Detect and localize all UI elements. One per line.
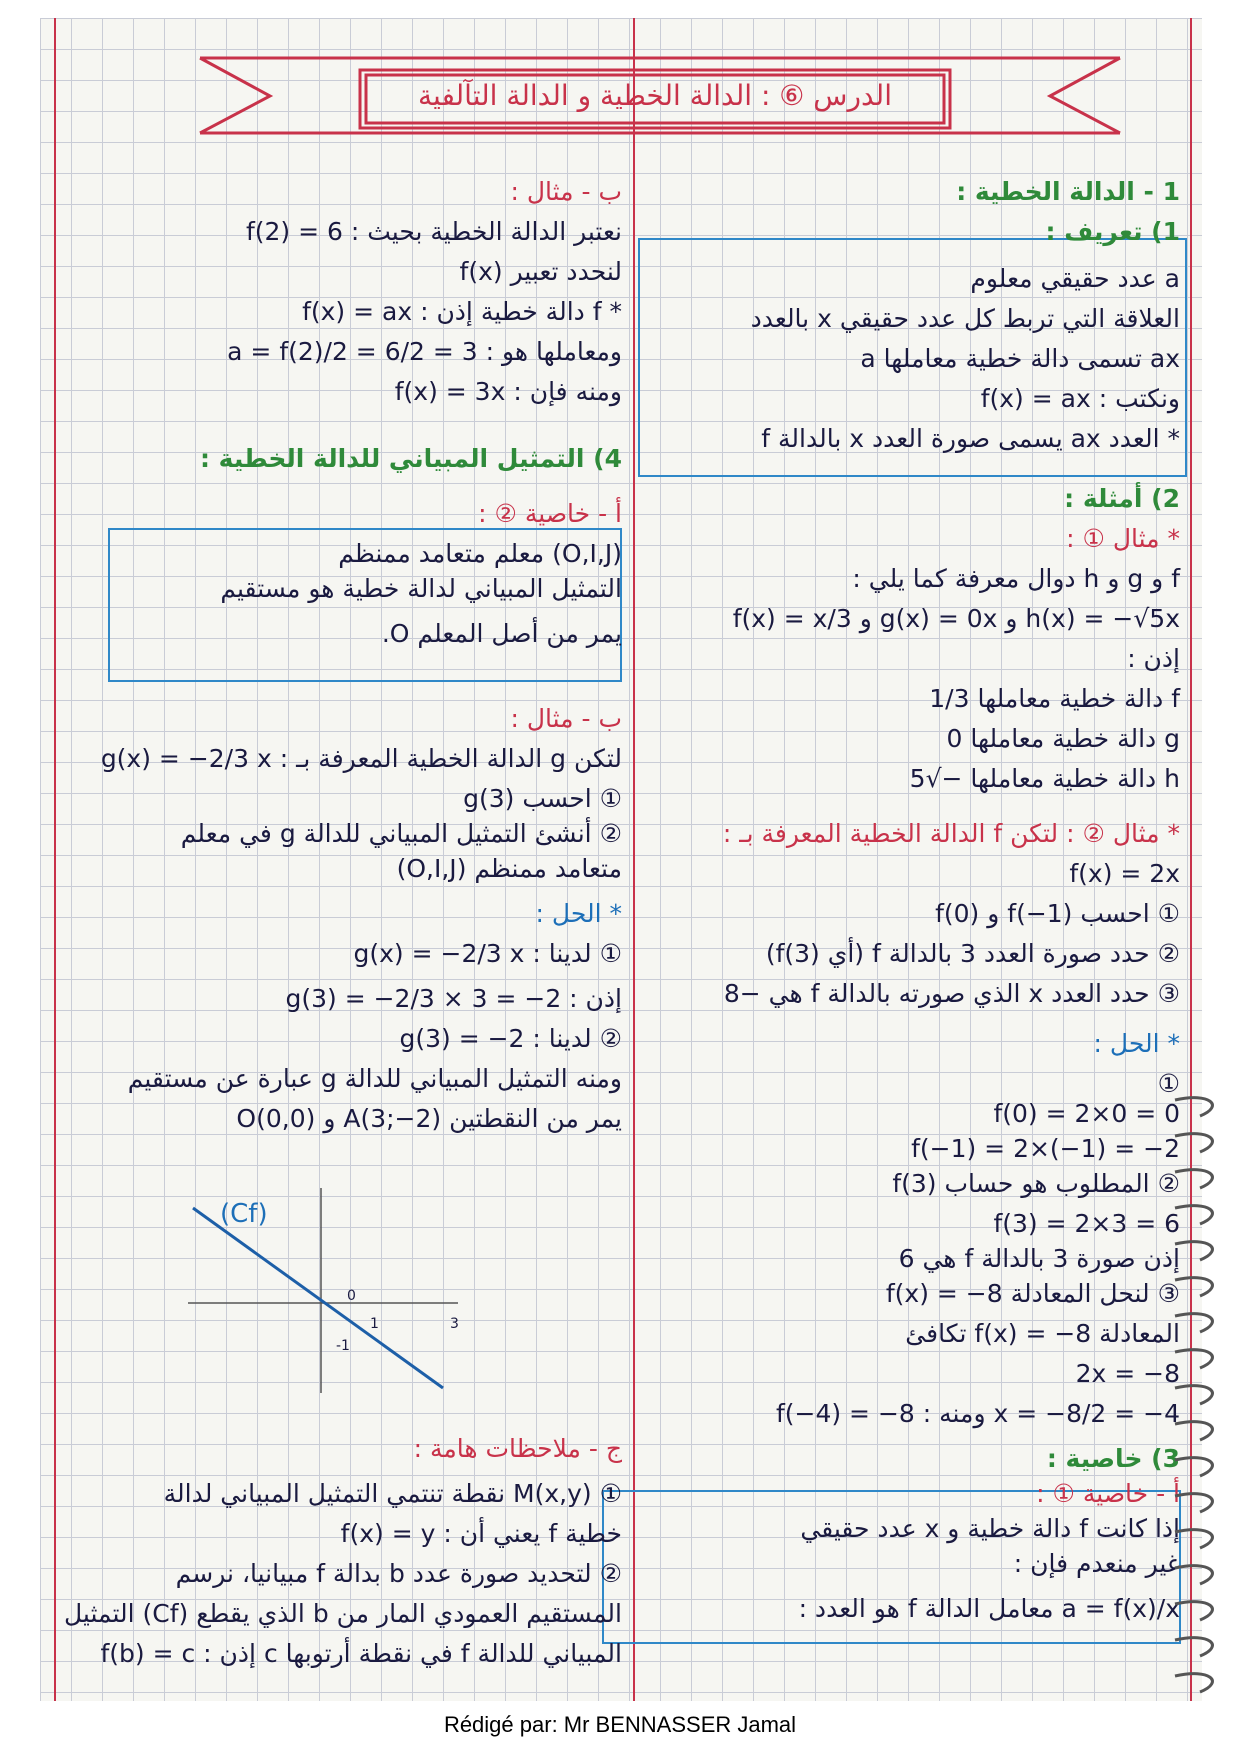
left-line: ومنه فإن : f(x) = 3x — [394, 377, 622, 406]
left-line: ب - مثال : — [510, 704, 622, 733]
left-line: يمر من النقطتين A(3;−2) و O(0,0) — [236, 1104, 622, 1133]
center-divider-line — [633, 18, 635, 1701]
right-line: g دالة خطية معاملها 0 — [946, 724, 1180, 753]
right-line: h دالة خطية معاملها −√5 — [909, 764, 1180, 793]
left-line: (O,I,J) معلم متعامد ممنظم — [338, 539, 622, 568]
spiral-ring — [1175, 1422, 1212, 1440]
right-line: f دالة خطية معاملها 1/3 — [929, 684, 1180, 713]
left-line: ومعاملها هو : a = f(2)/2 = 6/2 = 3 — [227, 337, 622, 366]
notebook-page — [40, 18, 1202, 1701]
title-banner — [40, 18, 1202, 138]
right-line: a عدد حقيقي معلوم — [970, 264, 1180, 293]
right-line: إذن : — [1127, 644, 1180, 673]
right-line: h(x) = −√5x و g(x) = 0x و f(x) = x/3 — [732, 604, 1180, 633]
left-line: ② أنشئ التمثيل المبياني للدالة g في معلم — [180, 819, 622, 848]
graph-tick-3: 3 — [450, 1316, 459, 1332]
right-line: * الحل : — [1093, 1029, 1180, 1058]
right-line: f و g و h دوال معرفة كما يلي : — [852, 564, 1180, 593]
left-line: نعتبر الدالة الخطية بحيث : f(2) = 6 — [245, 217, 622, 246]
spiral-ring — [1175, 1242, 1212, 1260]
spiral-ring — [1175, 1350, 1212, 1368]
left-line: المستقيم العمودي المار من b الذي يقطع (Cf) التمثيل — [64, 1599, 622, 1628]
left-line: التمثيل المبياني لدالة خطية هو مستقيم — [220, 574, 622, 603]
left-line: يمر من أصل المعلم O. — [381, 619, 622, 648]
spiral-binding — [1170, 1090, 1230, 1710]
page-footer: Rédigé par: Mr BENNASSER Jamal — [443, 1712, 797, 1737]
left-line: المبياني للدالة f في نقطة أرتوبها c إذن : f(b) = c — [100, 1639, 622, 1668]
right-line: ① احسب f(−1) و f(0) — [935, 899, 1180, 928]
right-line: 1) تعريف : — [1045, 217, 1180, 246]
left-line: متعامد ممنظم (O,I,J) — [396, 854, 622, 883]
right-line: * العدد ax يسمى صورة العدد x بالدالة f — [761, 424, 1180, 453]
right-line: f(0) = 2×0 = 0 — [993, 1099, 1180, 1128]
left-line: لنحدد تعبير f(x) — [459, 257, 622, 286]
right-line: ونكتب : f(x) = ax — [980, 384, 1180, 413]
left-margin-line — [54, 18, 56, 1701]
left-line: ① احسب g(3) — [463, 784, 622, 813]
right-line: 2) أمثلة : — [1064, 484, 1180, 513]
spiral-ring — [1175, 1170, 1212, 1188]
spiral-ring — [1175, 1206, 1212, 1224]
left-line: * الحل : — [535, 899, 622, 928]
right-line: a = f(x)/x معامل الدالة f هو العدد : — [798, 1594, 1180, 1623]
left-line: خطية f يعني أن : f(x) = y — [340, 1519, 622, 1548]
right-line: ③ لنحل المعادلة f(x) = −8 — [885, 1279, 1180, 1308]
right-line: 2x = −8 — [1075, 1359, 1180, 1388]
left-line: ② لتحديد صورة عدد b بدالة f مبيانيا، نرسم — [175, 1559, 622, 1588]
right-line: إذن صورة 3 بالدالة f هي 6 — [898, 1244, 1180, 1273]
spiral-ring — [1175, 1098, 1212, 1116]
graph-tick-neg: -1 — [336, 1338, 350, 1354]
right-line: * مثال ② : لتكن f الدالة الخطية المعرفة بـ : — [722, 819, 1180, 848]
right-line: ax تسمى دالة خطية معاملها a — [860, 344, 1180, 373]
right-line: ② المطلوب هو حساب f(3) — [892, 1169, 1180, 1198]
right-line: أ - خاصية ① : — [1036, 1479, 1180, 1508]
right-line: x = −8/2 = −4 ومنه : f(−4) = −8 — [775, 1399, 1180, 1428]
left-line: ① لدينا : g(x) = −2/3 x — [353, 939, 622, 968]
left-line: * f دالة خطية إذن : f(x) = ax — [302, 297, 622, 326]
spiral-ring — [1175, 1458, 1212, 1476]
spiral-ring — [1175, 1638, 1212, 1656]
right-line: غير منعدم فإن : — [1013, 1549, 1180, 1578]
spiral-ring — [1175, 1134, 1212, 1152]
left-line: ① M(x,y) نقطة تنتمي التمثيل المبياني لدالة — [163, 1479, 622, 1508]
graph-tick-1: 1 — [370, 1316, 379, 1332]
right-line: f(3) = 2×3 = 6 — [993, 1209, 1180, 1238]
left-line: ب - مثال : — [510, 177, 622, 206]
left-line: أ - خاصية ② : — [478, 499, 622, 528]
right-line: ② حدد صورة العدد 3 بالدالة f (أي f(3)) — [765, 939, 1180, 968]
curve-label: (Cf) — [220, 1199, 268, 1229]
graph-origin: 0 — [347, 1288, 356, 1304]
right-line: f(x) = 2x — [1069, 859, 1180, 888]
right-line: 1 - الدالة الخطية : — [956, 177, 1180, 206]
spiral-ring — [1175, 1602, 1212, 1620]
left-line: 4) التمثيل المبياني للدالة الخطية : — [199, 444, 622, 473]
left-line: إذن : g(3) = −2/3 × 3 = −2 — [285, 984, 622, 1013]
left-line: لتكن g الدالة الخطية المعرفة بـ : g(x) = −2/3 x — [100, 744, 622, 773]
lesson-title: الدرس ⑥ : الدالة الخطية و الدالة التآلفية — [418, 79, 892, 112]
spiral-ring — [1175, 1674, 1212, 1692]
right-line: العلاقة التي تربط كل عدد حقيقي x بالعدد — [750, 304, 1180, 333]
spiral-ring — [1175, 1386, 1212, 1404]
left-line: ج - ملاحظات هامة : — [413, 1434, 622, 1463]
spiral-ring — [1175, 1530, 1212, 1548]
right-line: إذا كانت f دالة خطية و x عدد حقيقي — [800, 1514, 1180, 1543]
spiral-ring — [1175, 1494, 1212, 1512]
left-line: ومنه التمثيل المبياني للدالة g عبارة عن مستقيم — [127, 1064, 622, 1093]
spiral-ring — [1175, 1566, 1212, 1584]
left-line: ② لدينا : g(3) = −2 — [399, 1024, 622, 1053]
right-line: * مثال ① : — [1066, 524, 1180, 553]
right-line: ① — [1157, 1069, 1180, 1098]
spiral-ring — [1175, 1278, 1212, 1296]
right-line: 3) خاصية : — [1046, 1444, 1180, 1473]
right-line: ③ حدد العدد x الذي صورته بالدالة f هي −8 — [723, 979, 1180, 1008]
right-line: المعادلة f(x) = −8 تكافئ — [905, 1319, 1180, 1348]
spiral-ring — [1175, 1314, 1212, 1332]
right-line: f(−1) = 2×(−1) = −2 — [911, 1134, 1180, 1163]
